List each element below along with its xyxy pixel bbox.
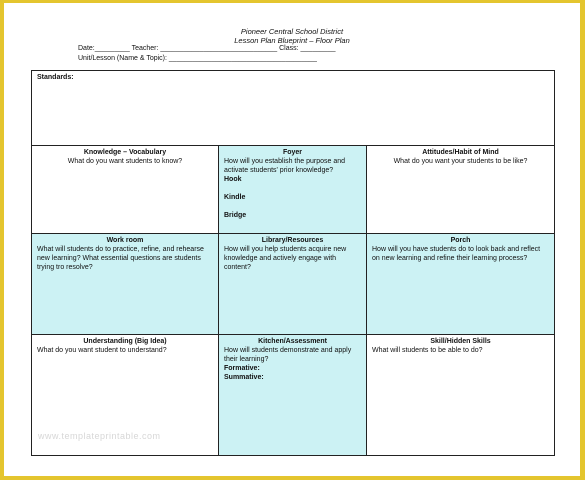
knowledge-title: Knowledge – Vocabulary <box>83 149 167 156</box>
workroom-question: What will students do to practice, refine, and rehearse new learning? What essential questions are students trying tro resolve? <box>37 246 204 271</box>
district-title: Pioneer Central School District <box>240 27 344 36</box>
knowledge-question: What do you want students to know? <box>67 158 183 165</box>
porch-question: How will you have students do to look back and reflect on new learning and refine their learning process? <box>372 246 541 262</box>
kitchen-cell[interactable] <box>219 335 367 456</box>
attitudes-title: Attitudes/Habit of Mind <box>422 149 499 156</box>
workroom-cell[interactable] <box>32 234 219 335</box>
kitchen-title: Kitchen/Assessment <box>258 338 327 345</box>
porch-cell[interactable] <box>367 234 555 335</box>
skill-question: What will students to be able to do? <box>372 347 483 354</box>
foyer-question: How will you establish the purpose and activate students' prior knowledge? <box>224 158 346 174</box>
bridge-label: Bridge <box>224 212 247 219</box>
skill-cell[interactable] <box>367 335 555 456</box>
skill-title: Skill/Hidden Skills <box>430 338 491 345</box>
hook-label: Hook <box>224 176 242 183</box>
summative-label: Summative: <box>224 374 264 381</box>
unit-lesson-line: Unit/Lesson (Name & Topic): ______________________________________ <box>78 55 317 62</box>
formative-label: Formative: <box>224 365 260 372</box>
blueprint-grid <box>31 70 555 456</box>
porch-title: Porch <box>450 237 471 244</box>
plan-subtitle: Lesson Plan Blueprint – Floor Plan <box>234 36 350 45</box>
date-teacher-class-line: Date:_________ Teacher: ______________________________ Class: _________ <box>78 45 336 52</box>
kindle-label: Kindle <box>224 194 246 201</box>
library-cell[interactable] <box>219 234 367 335</box>
standards-cell[interactable] <box>32 71 555 146</box>
foyer-cell[interactable] <box>219 146 367 234</box>
attitudes-cell[interactable] <box>367 146 555 234</box>
workroom-title: Work room <box>106 237 144 244</box>
library-title: Library/Resources <box>261 237 324 244</box>
library-question: How will you help students acquire new knowledge and actively engage with content? <box>224 246 347 271</box>
understanding-title: Understanding (Big Idea) <box>83 338 167 345</box>
knowledge-cell[interactable] <box>32 146 219 234</box>
watermark: www.templateprintable.com <box>38 431 161 441</box>
understanding-question: What do you want student to understand? <box>37 347 167 354</box>
kitchen-question: How will students demonstrate and apply their learning? <box>224 347 352 363</box>
standards-label: Standards: <box>37 74 74 81</box>
attitudes-question: What do you want your students to be like? <box>393 158 528 165</box>
document-page <box>4 3 580 476</box>
foyer-title: Foyer <box>282 149 303 156</box>
